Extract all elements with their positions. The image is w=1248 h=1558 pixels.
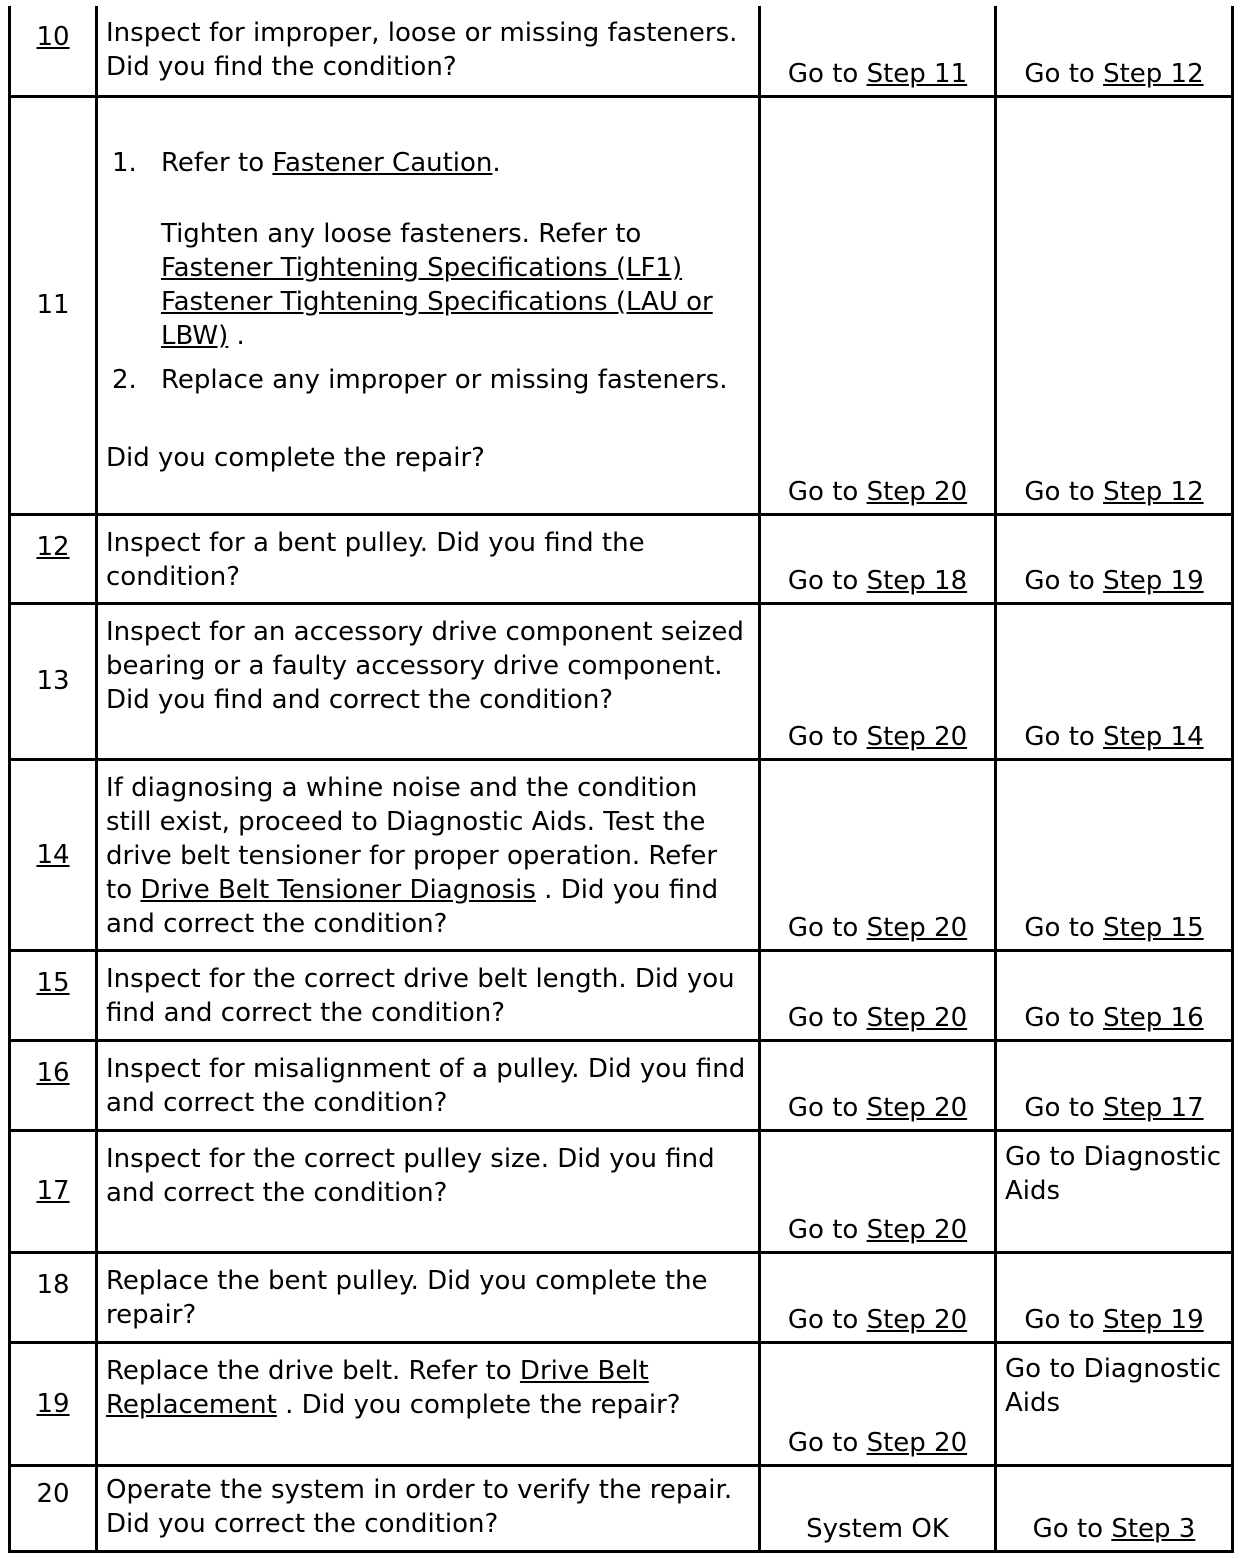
goto-step-link[interactable]: Step 20 (866, 1304, 968, 1335)
goto-step-link[interactable]: Step 19 (1103, 1304, 1204, 1335)
table-row (10, 1252, 1233, 1342)
step-description: Inspect for a bent pulley. Did you find the condition? (97, 514, 760, 603)
no-action: Go to Step 12 (996, 96, 1233, 514)
drive-belt-replacement-link[interactable]: Drive Belt Replacement (106, 1355, 649, 1420)
yes-action: Go to Step 20 (760, 1252, 996, 1342)
yes-action: Go to Step 20 (760, 1130, 996, 1252)
goto-step-link[interactable]: Step 16 (1103, 1002, 1204, 1033)
goto-step-link[interactable]: Step 20 (866, 1427, 968, 1458)
step-description: Inspect for misalignment of a pulley. Did you find and correct the condition? (97, 1040, 760, 1130)
table-row (10, 1040, 1233, 1130)
goto-step-link[interactable]: Step 12 (1103, 476, 1204, 507)
no-action: Go to Step 17 (996, 1040, 1233, 1130)
yes-action: Go to Step 20 (760, 96, 996, 514)
table-row (10, 759, 1233, 950)
table-row (10, 1465, 1233, 1551)
step-number (10, 1040, 97, 1130)
yes-action: System OK (760, 1465, 996, 1551)
fastener-caution-link[interactable]: Fastener Caution (272, 147, 493, 178)
step-question: Did you complete the repair? (106, 442, 485, 473)
yes-action: Go to Step 20 (760, 759, 996, 950)
no-action: Go to Step 19 (996, 514, 1233, 603)
diagnostic-table (8, 6, 1234, 1553)
goto-step-link[interactable]: Step 19 (1103, 565, 1204, 596)
no-action: Go to Diagnostic Aids (996, 1342, 1233, 1465)
goto-step-link[interactable]: Step 3 (1111, 1513, 1196, 1544)
drive-belt-tensioner-diagnosis-link[interactable]: Drive Belt Tensioner Diagnosis (140, 874, 536, 905)
step-number (10, 759, 97, 950)
table-row (10, 96, 1233, 514)
step-description (97, 96, 760, 514)
step-description: Inspect for an accessory drive component seized bearing or a faulty accessory drive component. Did you find and correct the condition? (97, 603, 760, 759)
table-row (10, 603, 1233, 759)
table-row (10, 6, 1233, 96)
step-description: Inspect for the correct drive belt length. Did you find and correct the condition? (97, 950, 760, 1040)
step-description: Replace the bent pulley. Did you complete the repair? (97, 1252, 760, 1342)
no-action: Go to Step 14 (996, 603, 1233, 759)
step-number (10, 6, 97, 96)
step-number: 11 (10, 96, 97, 514)
table-row (10, 950, 1233, 1040)
goto-step-link[interactable]: Step 12 (1103, 58, 1204, 89)
goto-step-link[interactable]: Step 20 (866, 1214, 968, 1245)
yes-action: Go to Step 20 (760, 1040, 996, 1130)
goto-step-link[interactable]: Step 14 (1103, 721, 1204, 752)
no-action: Go to Step 12 (996, 6, 1233, 96)
goto-step-link[interactable]: Step 15 (1103, 912, 1204, 943)
list-item: 1. Refer to Fastener Caution. Tighten any loose fasteners. Refer to Fastener Tightening Specifications (LF1) Fastener Tightening Specifications (LAU or LBW) . (106, 146, 750, 353)
step-link[interactable]: 16 (36, 1057, 70, 1088)
goto-step-link[interactable]: Step 20 (866, 1002, 968, 1033)
no-action: Go to Diagnostic Aids (996, 1130, 1233, 1252)
no-action: Go to Step 3 (996, 1465, 1233, 1551)
yes-action: Go to Step 20 (760, 1342, 996, 1465)
list-item-detail: Tighten any loose fasteners. Refer to Fastener Tightening Specifications (LF1) Fastener Tightening Specifications (LAU or LBW) . (161, 218, 713, 351)
table-row (10, 514, 1233, 603)
fastener-spec-lf1-link[interactable]: Fastener Tightening Specifications (LF1) (161, 252, 683, 283)
goto-step-link[interactable]: Step 11 (866, 58, 968, 89)
no-action: Go to Step 19 (996, 1252, 1233, 1342)
step-link[interactable]: 10 (36, 22, 70, 52)
step-link[interactable]: 14 (36, 839, 70, 870)
yes-action: Go to Step 11 (760, 6, 996, 96)
yes-action: Go to Step 20 (760, 603, 996, 759)
step-description: If diagnosing a whine noise and the condition still exist, proceed to Diagnostic Aids. Test the drive belt tensioner for proper operation. Refer to Drive Belt Tensioner Diagnosis . Did you find and correct the condition? (97, 759, 760, 950)
step-number (10, 514, 97, 603)
list-item: 2. Replace any improper or missing fasteners. (112, 364, 728, 395)
goto-step-link[interactable]: Step 20 (866, 721, 968, 752)
goto-step-link[interactable]: Step 20 (866, 1092, 968, 1123)
step-description: Replace the drive belt. Refer to Drive Belt Replacement . Did you complete the repair? (97, 1342, 760, 1465)
no-action: Go to Step 15 (996, 759, 1233, 950)
goto-step-link[interactable]: Step 20 (866, 912, 968, 943)
table-row (10, 1130, 1233, 1252)
step-number: 20 (10, 1465, 97, 1551)
step-link[interactable]: 15 (36, 967, 70, 998)
yes-action: Go to Step 20 (760, 950, 996, 1040)
goto-step-link[interactable]: Step 20 (866, 476, 968, 507)
yes-action: Go to Step 18 (760, 514, 996, 603)
step-link[interactable]: 12 (36, 531, 70, 562)
step-number (10, 1342, 97, 1465)
no-action: Go to Step 16 (996, 950, 1233, 1040)
goto-step-link[interactable]: Step 18 (866, 565, 968, 596)
step-link[interactable]: 19 (36, 1388, 70, 1419)
table-row (10, 1342, 1233, 1465)
step-number: 13 (10, 603, 97, 759)
step-description: Operate the system in order to verify the repair. Did you correct the condition? (97, 1465, 760, 1551)
step-number: 18 (10, 1252, 97, 1342)
step-description: Inspect for improper, loose or missing fasteners. Did you find the condition? (97, 6, 760, 96)
step-description: Inspect for the correct pulley size. Did you find and correct the condition? (97, 1130, 760, 1252)
step-number (10, 950, 97, 1040)
goto-step-link[interactable]: Step 17 (1103, 1092, 1204, 1123)
step-number (10, 1130, 97, 1252)
step-link[interactable]: 17 (36, 1176, 70, 1206)
fastener-spec-lau-link[interactable]: Fastener Tightening Specifications (LAU or LBW) (161, 286, 713, 351)
repair-steps-list (106, 146, 750, 397)
